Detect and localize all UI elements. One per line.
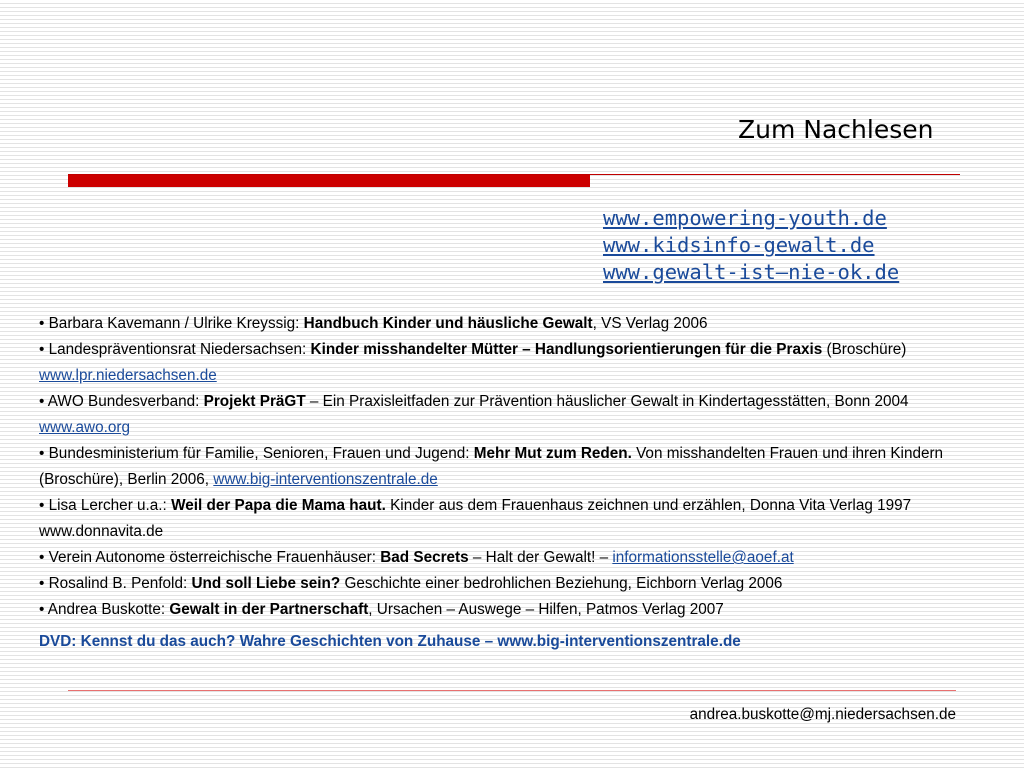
item-title: Handbuch Kinder und häusliche Gewalt	[303, 315, 593, 332]
item-title: Gewalt in der Partnerschaft	[169, 601, 369, 618]
list-item	[39, 597, 994, 623]
item-details: (Broschüre)	[822, 341, 907, 358]
list-item	[39, 571, 994, 597]
item-details: – Ein Praxisleitfaden zur Prävention häuslicher Gewalt in Kindertagesstätten, Bonn 2004	[305, 393, 909, 410]
item-details: , VS Verlag 2006	[592, 315, 708, 332]
list-item	[39, 545, 994, 571]
link-kidsinfo-gewalt[interactable]: www.kidsinfo-gewalt.de	[603, 233, 875, 257]
item-title: Weil der Papa die Mama haut.	[171, 497, 386, 514]
item-author: Lisa Lercher u.a.:	[48, 497, 172, 514]
bullet: •	[39, 393, 45, 410]
item-title: Bad Secrets	[380, 549, 469, 566]
item-link[interactable]: www.lpr.niedersachsen.de	[39, 367, 217, 384]
list-item	[39, 337, 994, 389]
bullet: •	[39, 445, 45, 462]
item-link[interactable]: informationsstelle@aoef.at	[612, 549, 794, 566]
reading-list	[39, 311, 994, 655]
bullet: •	[39, 497, 45, 514]
bottom-divider-line	[68, 690, 956, 691]
top-accent-bar	[68, 175, 590, 187]
item-details: , Ursachen – Auswege – Hilfen, Patmos Verlag 2007	[368, 601, 724, 618]
item-details: Von misshandelten Frauen und ihren Kindern (Broschüre), Berlin 2006,	[39, 445, 944, 488]
bullet: •	[39, 549, 45, 566]
list-item	[39, 311, 994, 337]
item-author: Barbara Kavemann / Ulrike Kreyssig:	[48, 315, 304, 332]
item-details: – Halt der Gewalt! –	[468, 549, 613, 566]
item-details: Geschichte einer bedrohlichen Beziehung, Eichborn Verlag 2006	[340, 575, 783, 592]
item-details: Kinder aus dem Frauenhaus zeichnen und erzählen, Donna Vita Verlag 1997 www.donnavita.de	[39, 497, 912, 540]
bullet: •	[39, 575, 45, 592]
item-link[interactable]: www.awo.org	[39, 419, 130, 436]
dvd-recommendation: DVD: Kennst du das auch? Wahre Geschichten von Zuhause – www.big-interventionszentrale.de	[39, 633, 741, 650]
slide-title: Zum Nachlesen	[738, 115, 934, 144]
list-item	[39, 493, 994, 545]
item-author: Bundesministerium für Familie, Senioren, Frauen und Jugend:	[48, 445, 474, 462]
item-link[interactable]: www.big-interventionszentrale.de	[213, 471, 438, 488]
bullet: •	[39, 341, 45, 358]
link-gewalt-ist-nie-ok[interactable]: www.gewalt-ist–nie-ok.de	[603, 260, 900, 284]
item-title: Und soll Liebe sein?	[191, 575, 341, 592]
item-title: Projekt PräGT	[203, 393, 306, 410]
bullet: •	[39, 601, 45, 618]
link-empowering-youth[interactable]: www.empowering-youth.de	[603, 206, 887, 230]
item-author: Verein Autonome österreichische Frauenhäuser:	[48, 549, 381, 566]
item-author: Rosalind B. Penfold:	[48, 575, 192, 592]
bullet: •	[39, 315, 45, 332]
item-title: Mehr Mut zum Reden.	[473, 445, 632, 462]
footer-email: andrea.buskotte@mj.niedersachsen.de	[689, 706, 956, 723]
item-title: Kinder misshandelter Mütter – Handlungsorientierungen für die Praxis	[310, 341, 823, 358]
item-author: AWO Bundesverband:	[47, 393, 204, 410]
item-author: Landespräventionsrat Niedersachsen:	[48, 341, 311, 358]
list-item	[39, 389, 994, 441]
item-author: Andrea Buskotte:	[47, 601, 170, 618]
list-item	[39, 441, 994, 493]
website-links	[603, 205, 899, 286]
